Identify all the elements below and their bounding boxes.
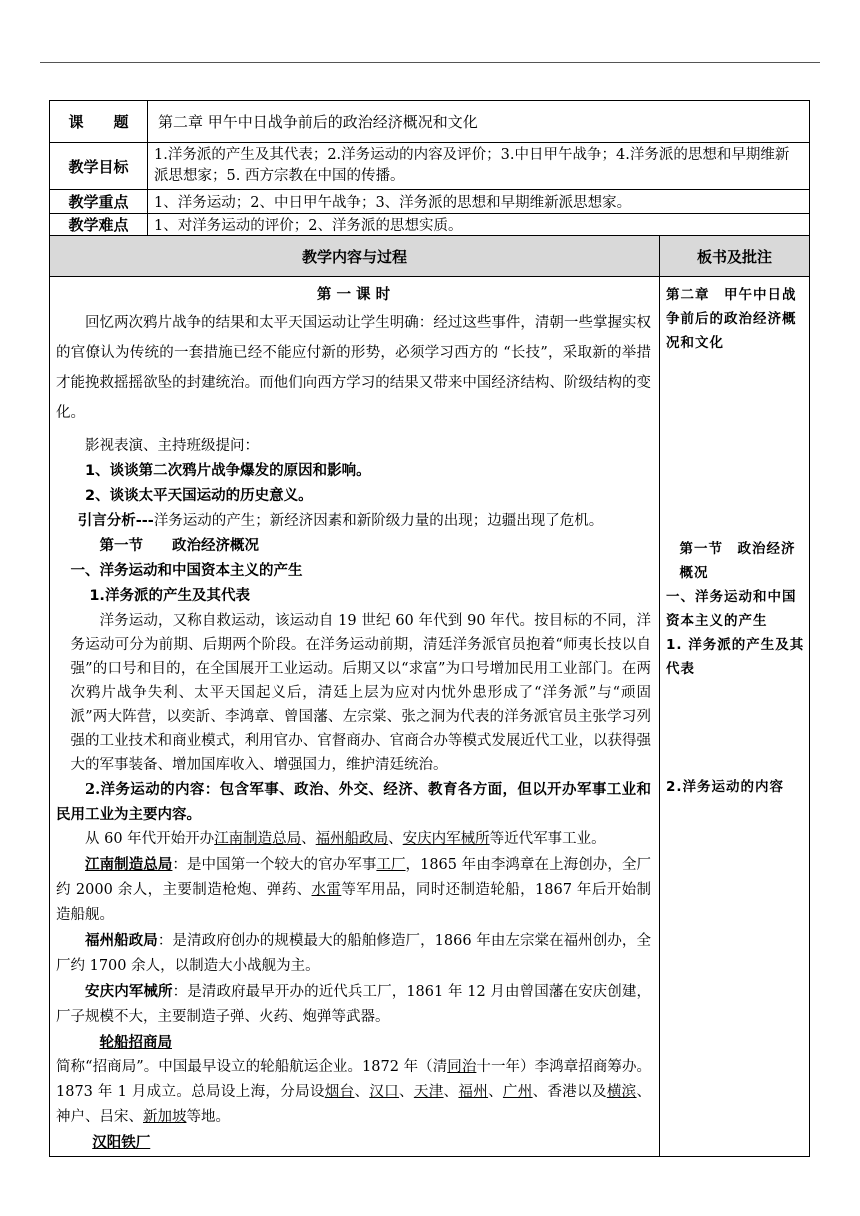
link-yantai[interactable]: 烟台 [324, 1084, 355, 1100]
hanyang-label[interactable]: 汉阳铁厂 [92, 1134, 151, 1151]
link-tianjin[interactable]: 天津 [413, 1084, 444, 1100]
intro-text: 洋务运动的产生；新经济因素和新阶级力量的出现；边疆出现了危机。 [153, 513, 604, 529]
text-span: 等近代军事工业。 [489, 831, 606, 847]
link-fuzhou[interactable]: 福州船政局 [315, 831, 389, 847]
text-span: 从 60 年代开始开办 [85, 831, 215, 847]
text-span: 、 [354, 1084, 370, 1100]
shipping-paragraph [56, 1055, 651, 1130]
goal-value: 1.洋务派的产生及其代表；2.洋务运动的内容及评价；3.中日甲午战争；4.洋务派的思想和早期维新派思想家；5. 西方宗教在中国的传播。 [148, 143, 810, 190]
board-header: 板书及批注 [660, 236, 810, 277]
board-chapter: 第二章 甲午中日战争前后的政治经济概况和文化 [666, 287, 797, 351]
shipping-label[interactable]: 轮船招商局 [99, 1034, 172, 1051]
link-fuzhou-city[interactable]: 福州 [458, 1084, 489, 1100]
lesson-plan-table [49, 100, 810, 1157]
text-span: 等地。 [186, 1109, 230, 1125]
difficulties-label: 教学难点 [50, 214, 148, 236]
board-heading-1: 一、洋务运动和中国资本主义的产生 [666, 589, 797, 629]
link-jiangnan[interactable]: 江南制造总局 [214, 831, 302, 847]
jiangnan-label[interactable]: 江南制造总局 [85, 856, 173, 873]
text-span: 、香港以及 [532, 1084, 607, 1100]
course-label: 课 题 [50, 101, 148, 143]
goal-label: 教学目标 [50, 143, 148, 190]
link-guangzhou[interactable]: 广州 [502, 1084, 533, 1100]
intro-label: 引言分析--- [77, 513, 154, 529]
board-notes [660, 277, 810, 1157]
difficulties-value: 1、对洋务运动的评价；2、洋务派的思想实质。 [148, 214, 810, 236]
board-heading-2: 1. 洋务派的产生及其代表 [666, 637, 805, 677]
heading-2: 1.洋务派的产生及其代表 [89, 588, 250, 604]
header-rule [40, 62, 820, 63]
text-span: 、 [301, 831, 316, 847]
text-span: 简称“招商局”。中国最早设立的轮船航运企业。1872 年（清 [56, 1059, 448, 1075]
board-section: 第一节 政治经济概况 [679, 541, 796, 581]
link-singapore[interactable]: 新加坡 [143, 1109, 187, 1125]
heading-1: 一、洋务运动和中国资本主义的产生 [70, 563, 303, 579]
text-span: ：是清政府创办的规模最大的船舶修造厂，1866 年由左宗棠在福州创办，全厂约 1700 余人，以制造大小战舰为主。 [56, 933, 652, 974]
question-1: 1、谈谈第二次鸦片战争爆发的原因和影响。 [85, 463, 371, 479]
anqing-paragraph [56, 979, 651, 1030]
text-span: 、 [443, 1084, 459, 1100]
course-value: 第二章 甲午中日战争前后的政治经济概况和文化 [148, 101, 810, 143]
lesson-title: 第 一 课 时 [316, 287, 391, 303]
text-span: 、 [388, 831, 403, 847]
text-span: ：是中国第一个较大的官办军事 [172, 857, 377, 873]
text-span: ，1865 年由李鸿章在上海创办，全厂约 2000 余人，主要制造枪炮、弹药、 [56, 857, 652, 898]
anqing-label: 安庆内军械所 [85, 983, 173, 1000]
activity-paragraph: 影视表演、主持班级提问： [85, 438, 259, 454]
westernization-paragraph: 洋务运动，又称自救运动，该运动自 19 世纪 60 年代到 90 年代。按目标的不同，洋务运动可分为前期、后期两个阶段。在洋务运动前期，清廷洋务派官员抱着“师夷长技以自强”的口号和目的，在全国展开工业运动。后期又以“求富”为口号增加民用工业部门。在两次鸦片战争失利、太平天国起义后，清廷上层为应对内忧外患形成了“洋务派”与“顽固派”两大阵营，以奕訢、李鸿章、曾国藩、左宗棠、张之洞为代表的洋务派官员主张学习列强的工业技术和商业模式，利用官办、官督商办、官商合办等模式发展近代工业，以获得强大的军事装备、增加国库收入、增强国力，维护清廷统治。 [70, 613, 651, 773]
text-span: 、 [488, 1084, 503, 1100]
link-yokohama[interactable]: 横滨 [606, 1084, 637, 1100]
link-factory[interactable]: 工厂 [376, 857, 406, 873]
intro-analysis [56, 509, 651, 534]
teaching-content [50, 277, 660, 1157]
heading-3: 2.洋务运动的内容：包含军事、政治、外交、经济、教育各方面，但以开办军事工业和民用工业为主要内容。 [56, 781, 651, 823]
board-heading-3: 2.洋务运动的内容 [666, 779, 785, 795]
link-hankou[interactable]: 汉口 [369, 1084, 400, 1100]
review-paragraph: 回忆两次鸦片战争的结果和太平天国运动让学生明确：经过这些事件，清朝一些掌握实权的官僚认为传统的一套措施已经不能应付新的形势，必须学习西方的 “长技”，采取新的举措才能挽救摇摇欲坠的封建统治。而他们向西方学习的结果又带来中国经济结构、阶级结构的变化。 [56, 315, 651, 421]
jiangnan-paragraph [56, 852, 651, 928]
text-span: 等军用品，同时还制造轮船，1867 年后开始制造船舰。 [56, 882, 652, 923]
link-mine[interactable]: 水雷 [311, 882, 342, 898]
key-points-label: 教学重点 [50, 190, 148, 214]
link-tongzhi[interactable]: 同治 [447, 1059, 477, 1075]
text-span: 十一年）李鸿章招商筹办。1873 年 1 月成立。总局设上海，分局设 [56, 1059, 652, 1100]
text-span: 、神户、吕宋、 [56, 1084, 652, 1125]
fuzhou-paragraph [56, 928, 651, 979]
text-span: ：是清政府最早开办的近代兵工厂，1861 年 12 月由曾国藩在安庆创建，厂子规模不大，主要制造子弹、火药、炮弹等武器。 [56, 984, 651, 1025]
content-header: 教学内容与过程 [50, 236, 660, 277]
military-industry-paragraph [56, 827, 651, 852]
text-span: 、 [399, 1084, 414, 1100]
fuzhou-label: 福州船政局 [85, 932, 158, 949]
question-2: 2、谈谈太平天国运动的历史意义。 [85, 488, 313, 504]
link-anqing[interactable]: 安庆内军械所 [402, 831, 490, 847]
key-points-value: 1、洋务运动；2、中日甲午战争；3、洋务派的思想和早期维新派思想家。 [148, 190, 810, 214]
section-title: 第一节 政治经济概况 [99, 538, 259, 554]
